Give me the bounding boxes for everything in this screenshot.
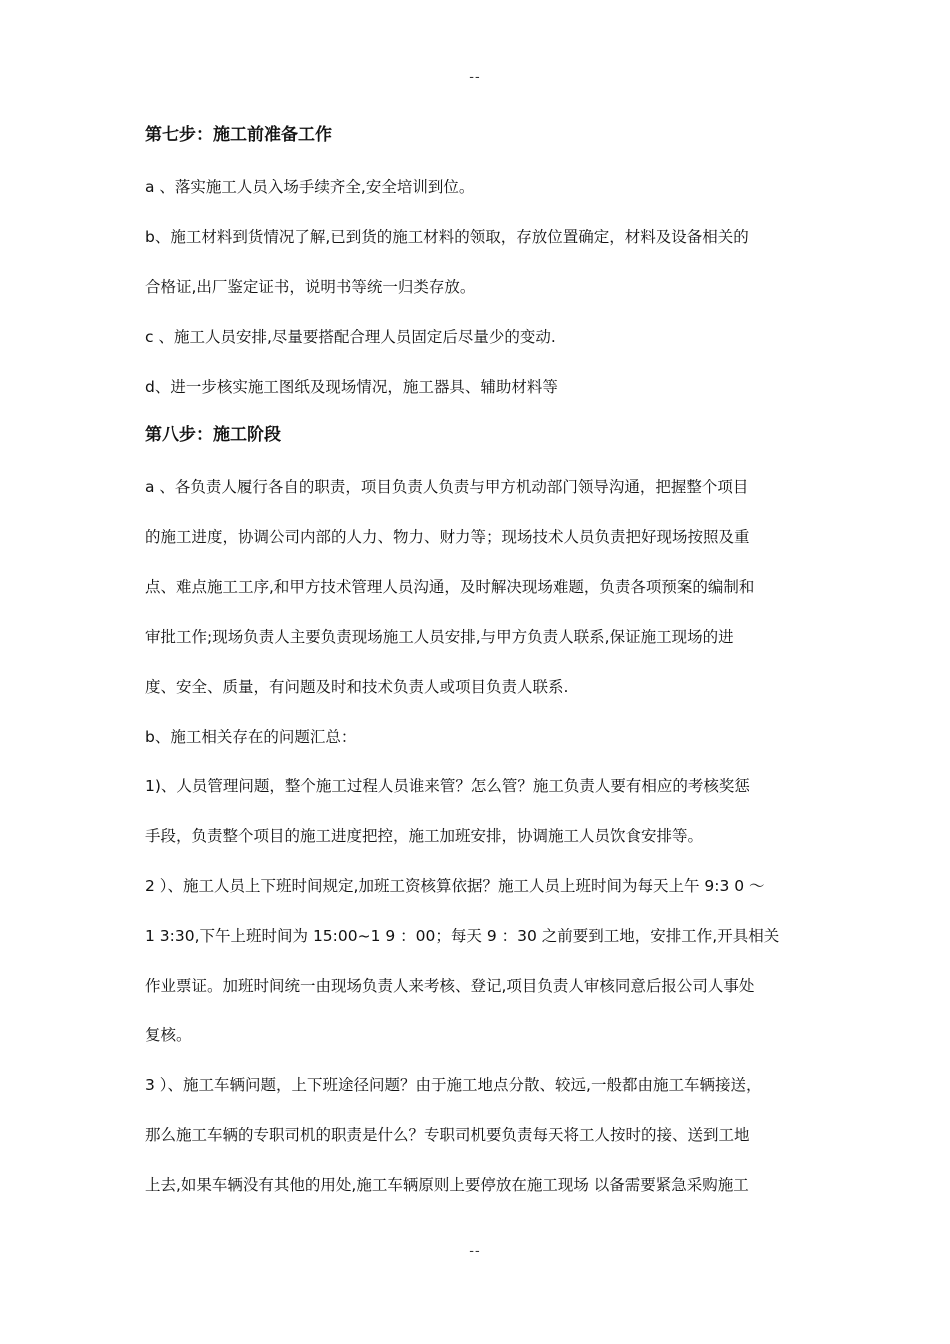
paragraph-line: 2 ）、施工人员上下班时间规定,加班工资核算依据？施工人员上班时间为每天上午 9:3 0 ～ bbox=[145, 877, 765, 895]
paragraph-line: 点、难点施工工序,和甲方技术管理人员沟通，及时解决现场难题，负责各项预案的编制和 bbox=[145, 578, 755, 596]
paragraph-line: a 、各负责人履行各自的职责，项目负责人负责与甲方机动部门领导沟通，把握整个项目 bbox=[145, 478, 749, 496]
paragraph-line: 的施工进度，协调公司内部的人力、物力、财力等；现场技术人员负责把好现场按照及重 bbox=[145, 528, 750, 546]
paragraph-line: b、施工材料到货情况了解,已到货的施工材料的领取，存放位置确定，材料及设备相关的 bbox=[145, 228, 749, 246]
paragraph-line: 合格证,出厂鉴定证书，说明书等统一归类存放。 bbox=[145, 278, 476, 296]
paragraph-line: 度、安全、质量，有问题及时和技术负责人或项目负责人联系. bbox=[145, 678, 569, 696]
paragraph-line: 1 3:30,下午上班时间为 15:00~1 9 ：00；每天 9 ：30 之前要到工地，安排工作,开具相关 bbox=[145, 927, 780, 945]
paragraph-line: d、进一步核实施工图纸及现场情况，施工器具、辅助材料等 bbox=[145, 378, 558, 396]
paragraph-line: 1)、人员管理问题，整个施工过程人员谁来管？怎么管？施工负责人要有相应的考核奖惩 bbox=[145, 777, 750, 795]
paragraph-line: a 、落实施工人员入场手续齐全,安全培训到位。 bbox=[145, 178, 475, 196]
paragraph-line: 复核。 bbox=[145, 1026, 192, 1044]
paragraph-line: c 、施工人员安排,尽量要搭配合理人员固定后尽量少的变动. bbox=[145, 328, 556, 346]
paragraph-line: 3 ）、施工车辆问题，上下班途径问题？由于施工地点分散、较远,一般都由施工车辆接送， bbox=[145, 1076, 762, 1094]
section-heading-step-7: 第七步：施工前准备工作 bbox=[145, 125, 332, 145]
paragraph-line: 手段，负责整个项目的施工进度把控，施工加班安排，协调施工人员饮食安排等。 bbox=[145, 827, 704, 845]
page-marker-top: -- bbox=[469, 70, 481, 85]
page-marker-bottom: -- bbox=[469, 1244, 481, 1259]
paragraph-line: 上去,如果车辆没有其他的用处,施工车辆原则上要停放在施工现场 以备需要紧急采购施工 bbox=[145, 1176, 749, 1194]
paragraph-line: b、施工相关存在的问题汇总： bbox=[145, 728, 357, 746]
paragraph-line: 作业票证。加班时间统一由现场负责人来考核、登记,项目负责人审核同意后报公司人事处 bbox=[145, 977, 755, 995]
paragraph-line: 审批工作;现场负责人主要负责现场施工人员安排,与甲方负责人联系,保证施工现场的进 bbox=[145, 628, 734, 646]
section-heading-step-8: 第八步：施工阶段 bbox=[145, 425, 281, 445]
paragraph-line: 那么施工车辆的专职司机的职责是什么？专职司机要负责每天将工人按时的接、送到工地 bbox=[145, 1126, 750, 1144]
